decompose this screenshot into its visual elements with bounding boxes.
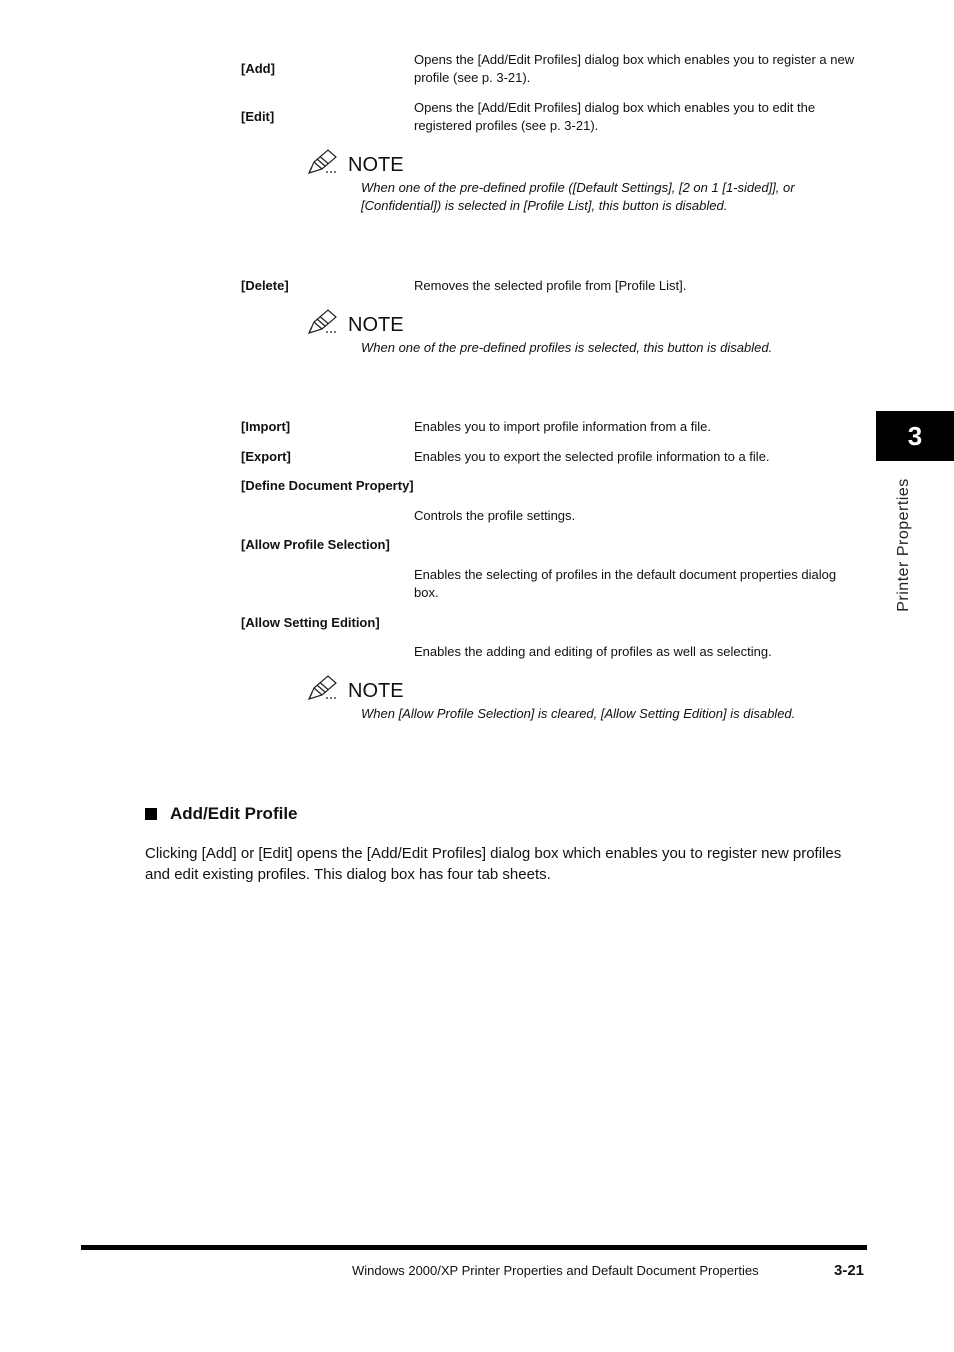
note-2-text: When one of the pre-defined profiles is selected, this button is disabled. xyxy=(361,340,773,355)
desc-import: Enables you to import profile information from a file. xyxy=(414,419,711,434)
chapter-title: Printer Properties xyxy=(895,478,912,612)
desc-add: Opens the [Add/Edit Profiles] dialog box which enables you to register a new profile (see p. 3-21). xyxy=(414,52,855,85)
desc-edit: Opens the [Add/Edit Profiles] dialog box which enables you to edit the registered profiles (see p. 3-21). xyxy=(414,100,816,133)
term-allow-profile-selection: [Allow Profile Selection] xyxy=(241,537,390,552)
footer-rule xyxy=(81,1245,867,1250)
term-define-document-property: [Define Document Property] xyxy=(241,478,414,493)
desc-allow-profile-selection: Enables the selecting of profiles in the default document properties dialog box. xyxy=(414,567,837,600)
pencil-icon xyxy=(306,674,340,707)
term-export: [Export] xyxy=(241,449,291,464)
term-allow-setting-edition: [Allow Setting Edition] xyxy=(241,615,380,630)
desc-export: Enables you to export the selected profile information to a file. xyxy=(414,449,770,464)
footer-text: Windows 2000/XP Printer Properties and Default Document Properties xyxy=(352,1263,759,1278)
note-2-header xyxy=(306,308,404,341)
desc-allow-setting-edition: Enables the adding and editing of profiles as well as selecting. xyxy=(414,644,772,659)
pencil-icon xyxy=(306,308,340,341)
section-heading xyxy=(145,804,298,824)
term-edit: [Edit] xyxy=(241,109,275,124)
desc-delete: Removes the selected profile from [Profile List]. xyxy=(414,278,687,293)
section-body: Clicking [Add] or [Edit] opens the [Add/Edit Profiles] dialog box which enables you to register new profiles and edit existing profiles. This dialog box has four tab sheets. xyxy=(145,845,842,883)
desc-define-document-property: Controls the profile settings. xyxy=(414,508,576,523)
note-1-label: NOTE xyxy=(348,153,404,176)
note-3-label: NOTE xyxy=(348,679,404,702)
square-bullet-icon xyxy=(145,808,157,820)
term-import: [Import] xyxy=(241,419,291,434)
term-delete: [Delete] xyxy=(241,278,289,293)
note-1-header xyxy=(306,148,404,181)
note-1-text: When one of the pre-defined profile ([Default Settings], [2 on 1 [1-sided]], or [Confidential]) is selected in [Profile List], this button is disabled. xyxy=(361,180,795,213)
pencil-icon xyxy=(306,148,340,181)
note-3-header xyxy=(306,674,404,707)
chapter-tab: 3 xyxy=(876,411,954,461)
note-2-label: NOTE xyxy=(348,313,404,336)
note-3-text: When [Allow Profile Selection] is cleared, [Allow Setting Edition] is disabled. xyxy=(361,706,796,721)
term-add: [Add] xyxy=(241,61,275,76)
page-number: 3-21 xyxy=(834,1262,865,1279)
section-title: Add/Edit Profile xyxy=(170,804,298,823)
